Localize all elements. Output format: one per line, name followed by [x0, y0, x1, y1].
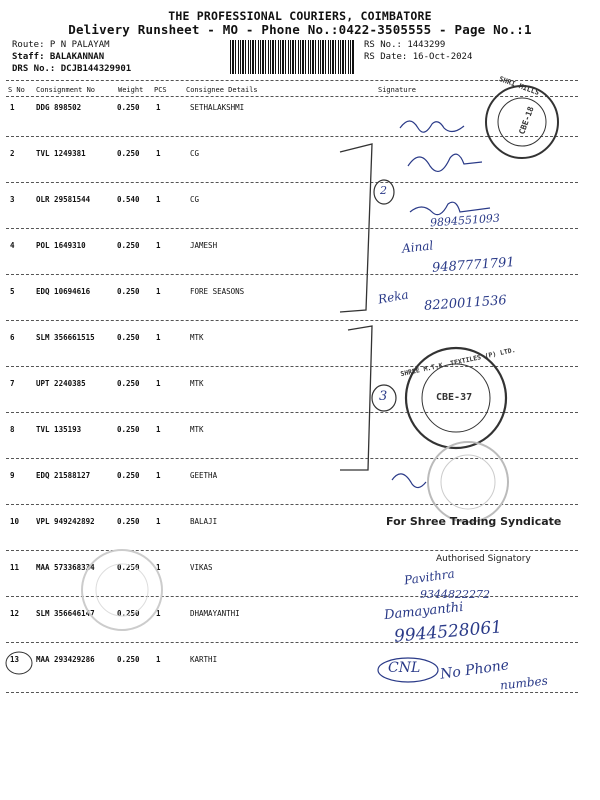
row-sno: 13	[10, 655, 20, 664]
row-sno: 4	[10, 241, 15, 250]
company-title: THE PROFESSIONAL COURIERS, COIMBATORE	[168, 9, 432, 23]
row-consignment: EDQ 10694616	[36, 287, 91, 296]
stamp2-code: CBE-37	[436, 392, 473, 403]
row-consignment: EDQ 21588127	[36, 471, 91, 480]
row-consignee: JAMESH	[190, 241, 218, 250]
stamp1-code: CBE-18	[517, 105, 536, 136]
phone-row-5: 8220011536	[423, 293, 508, 314]
row-consignment: UPT 2240385	[36, 379, 86, 388]
row-consignment: POL 1649310	[36, 241, 86, 250]
col-weight: Weight	[118, 86, 144, 94]
row-consignee: SETHALAKSHMI	[190, 103, 245, 112]
bracket-rows-2-5	[340, 144, 372, 312]
row-weight: 0.540	[117, 195, 140, 204]
row-weight: 0.250	[117, 379, 140, 388]
row-sno: 8	[10, 425, 15, 434]
cnl-label: CNL	[388, 660, 421, 676]
row-weight: 0.250	[117, 517, 140, 526]
row-consignee: CG	[190, 195, 200, 204]
row-pcs: 1	[156, 195, 161, 204]
row-sno: 1	[10, 103, 15, 112]
name-row-5: Reka	[377, 287, 410, 307]
stamp2-text: SHREE M.T.K. TEXTILES (P) LTD.	[399, 345, 517, 379]
row-pcs: 1	[156, 425, 161, 434]
row-sno: 2	[10, 149, 15, 158]
row-pcs: 1	[156, 655, 161, 664]
row-consignee: MTK	[190, 379, 204, 388]
col-signature: Signature	[378, 86, 416, 94]
row-consignee: KARTHI	[190, 655, 218, 664]
row-weight: 0.250	[117, 287, 140, 296]
rs-number: RS No.: 1443299	[364, 40, 446, 50]
row-pcs: 1	[156, 379, 161, 388]
row-pcs: 1	[156, 517, 161, 526]
row-pcs: 1	[156, 241, 161, 250]
col-consignee: Consignee Details	[186, 86, 258, 94]
row-weight: 0.250	[117, 609, 140, 618]
stamp-faded-row-9	[428, 442, 508, 522]
col-pcs: PCS	[154, 86, 167, 94]
name-row-11: Pavithra	[403, 566, 456, 588]
row-sno: 6	[10, 333, 15, 342]
circle-row-13	[6, 652, 32, 674]
row-consignment: DDG 898502	[36, 103, 82, 112]
row-consignee: GEETHA	[190, 471, 218, 480]
col-consignment: Consignment No	[36, 86, 96, 94]
row-consignment: SLM 356661515	[36, 333, 95, 342]
syndicate-company: For Shree Trading Syndicate	[386, 515, 562, 528]
row-pcs: 1	[156, 563, 161, 572]
row-consignee: FORE SEASONS	[190, 287, 245, 296]
row-consignee: MTK	[190, 333, 204, 342]
name-row-4: Ainal	[401, 238, 434, 256]
row-sno: 7	[10, 379, 15, 388]
row-consignment: VPL 949242892	[36, 517, 95, 526]
rs-date: RS Date: 16-Oct-2024	[364, 52, 473, 62]
drs-number: DRS No.: DCJB144329901	[12, 64, 132, 74]
row-pcs: 1	[156, 103, 161, 112]
row-consignment: MAA 573368334	[36, 563, 95, 572]
phone-row-3: 9894551093	[429, 211, 501, 230]
row-sno: 3	[10, 195, 15, 204]
bracket-rows-6-8	[340, 326, 372, 470]
row-consignee: VIKAS	[190, 563, 213, 572]
name-row-12: Damayanthi	[383, 599, 465, 624]
phone-row-11: 9344822272	[420, 588, 490, 601]
staff: Staff: BALAKANNAN	[12, 52, 105, 62]
row-weight: 0.250	[117, 655, 140, 664]
row-consignee: BALAJI	[190, 517, 218, 526]
row-consignee: DHAMAYANTHI	[190, 609, 240, 618]
runsheet-title: Delivery Runsheet - MO - Phone No.:0422-3505555 - Page No.:1	[68, 22, 532, 37]
numbers-label: numbes	[499, 673, 549, 693]
row-consignment: TVL 135193	[36, 425, 82, 434]
stamp-faded-left	[82, 550, 162, 630]
phone-row-12: 9944528061	[393, 617, 503, 647]
row-consignment: TVL 1249381	[36, 149, 86, 158]
row-pcs: 1	[156, 287, 161, 296]
row-consignee: MTK	[190, 425, 204, 434]
authorised-signatory: Authorised Signatory	[436, 554, 531, 564]
circle-row-7-label: 3	[379, 389, 388, 404]
row-weight: 0.250	[117, 333, 140, 342]
row-pcs: 1	[156, 609, 161, 618]
row-sno: 9	[10, 471, 15, 480]
row-sno: 5	[10, 287, 15, 296]
stamp1-text: SHRI MILLS	[497, 75, 541, 97]
row-pcs: 1	[156, 471, 161, 480]
row-weight: 0.250	[117, 149, 140, 158]
row-consignment: MAA 293429286	[36, 655, 95, 664]
row-weight: 0.250	[117, 241, 140, 250]
col-sno: S No	[8, 86, 25, 94]
row-pcs: 1	[156, 149, 161, 158]
row-weight: 0.250	[117, 471, 140, 480]
row-pcs: 1	[156, 333, 161, 342]
row-sno: 11	[10, 563, 20, 572]
signature-row-1	[400, 121, 464, 132]
row-sno: 12	[10, 609, 20, 618]
row-weight: 0.250	[117, 103, 140, 112]
row-consignment: OLR 29581544	[36, 195, 91, 204]
route: Route: P N PALAYAM	[12, 40, 110, 50]
no-phone-label: No Phone	[439, 657, 511, 683]
phone-row-4: 9487771791	[431, 255, 516, 276]
row-consignment: SLM 356646147	[36, 609, 95, 618]
row-consignee: CG	[190, 149, 200, 158]
signature-row-9	[392, 474, 426, 488]
row-weight: 0.250	[117, 563, 140, 572]
row-sno: 10	[10, 517, 20, 526]
signature-row-2	[408, 154, 482, 171]
circle-row-2-label: 2	[380, 184, 387, 197]
row-weight: 0.250	[117, 425, 140, 434]
